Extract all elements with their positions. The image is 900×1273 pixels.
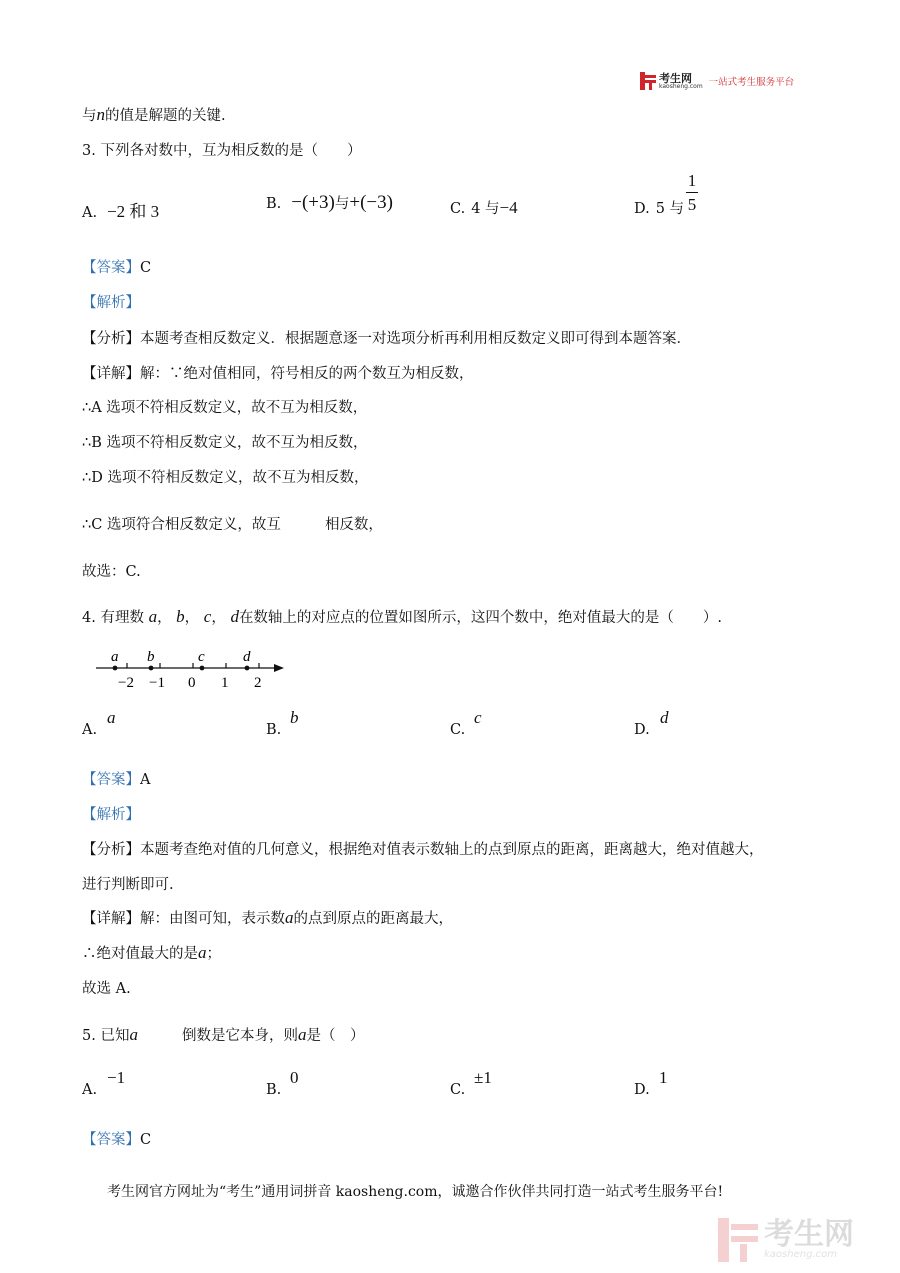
number-line-arrow-icon	[274, 664, 284, 672]
tick-label-minus-2: −2	[118, 675, 134, 691]
label-b: b	[147, 649, 155, 665]
q5-option-a-value: −1	[107, 1068, 126, 1087]
q5-option-b-value: 0	[290, 1068, 299, 1087]
label-c: c	[198, 649, 205, 665]
q4-final: 故选 A.	[82, 981, 131, 997]
q4-fenxi-cont: 进行判断即可.	[82, 877, 174, 893]
q4-option-c-value: c	[474, 708, 482, 727]
logo-domain: kaosheng.com	[659, 82, 703, 90]
q3-analysis-tag: 【解析】	[82, 295, 140, 311]
q4-xiangjie: 【详解】解：由图可知，表示数a的点到原点的距离最大，	[82, 908, 453, 927]
var-d: d	[230, 607, 239, 626]
q4-line-max: ∴绝对值最大的是a；	[82, 943, 221, 962]
q4-answer: 【答案】A	[82, 772, 151, 788]
tick-label-0: 0	[188, 675, 196, 691]
logo-name: 考生网	[659, 71, 692, 85]
q3-option-b: B. −(+3)与+(−3)	[266, 192, 393, 213]
point-d	[245, 666, 250, 671]
var-n: n	[96, 105, 105, 124]
q5-option-d-value: 1	[659, 1068, 668, 1087]
q3-line-a: ∴A 选项不符相反数定义，故不互为相反数，	[82, 400, 368, 416]
kaosheng-logo-icon	[640, 72, 656, 90]
header-logo	[640, 70, 794, 92]
watermark-logo-icon	[718, 1218, 758, 1262]
q4-option-c: C.	[450, 722, 466, 738]
q4-option-d-value: d	[660, 708, 669, 727]
q3-option-c: C. 4 与−4	[450, 198, 518, 217]
q3-option-d: D. 5 与	[634, 201, 685, 217]
q4-analysis-tag: 【解析】	[82, 807, 140, 823]
q3-option-a: A. −2 和 3	[82, 202, 160, 221]
q5-option-c: C.	[450, 1082, 466, 1098]
q3-final: 故选：C.	[82, 564, 141, 580]
watermark-name: 考生网	[764, 1217, 854, 1252]
var-a: a	[148, 607, 158, 626]
q3-line-c: ∴C 选项符合相反数定义，故互 相反数，	[82, 517, 383, 533]
prev-tail-line: 与n的值是解题的关键.	[82, 105, 226, 124]
q5-option-a: A.	[82, 1082, 98, 1098]
watermark	[718, 1218, 854, 1262]
footer-text: 考生网官方网址为“考生”通用词拼音 kaosheng.com，诚邀合作伙伴共同打造一站式考生服务平台!	[107, 1184, 724, 1200]
number-line	[90, 642, 290, 692]
q5-option-d: D.	[634, 1082, 650, 1098]
q3-option-d-fraction: 1 5	[687, 171, 697, 214]
watermark-domain: kaosheng.com	[764, 1249, 837, 1260]
logo-slogan: 一站式考生服务平台	[708, 77, 795, 88]
q4-option-b: B.	[266, 722, 282, 738]
q3-line-d: ∴D 选项不符相反数定义，故不互为相反数，	[82, 470, 369, 486]
q3-fenxi: 【分析】本题考查相反数定义．根据题意逐一对选项分析再利用相反数定义即可得到本题答案．	[82, 331, 691, 347]
var-b: b	[176, 607, 185, 626]
q3-stem: 3. 下列各对数中，互为相反数的是（ ）	[82, 143, 362, 159]
label-d: d	[243, 649, 251, 665]
q4-option-b-value: b	[290, 708, 299, 727]
q5-option-c-value: ±1	[474, 1068, 492, 1087]
q5-answer: 【答案】C	[82, 1132, 152, 1148]
point-b	[149, 666, 154, 671]
q4-stem: 4. 有理数 a， b， c， d在数轴上的对应点的位置如图所示，这四个数中，绝对值最大的是（ ）.	[82, 607, 723, 626]
tick-label-2: 2	[254, 675, 262, 691]
tick-label-minus-1: −1	[149, 675, 165, 691]
var-c: c	[203, 607, 212, 626]
label-a: a	[111, 649, 119, 665]
q4-option-a-value: a	[107, 708, 116, 727]
tick-label-1: 1	[221, 675, 229, 691]
point-a	[113, 666, 118, 671]
q5-option-b: B.	[266, 1082, 282, 1098]
q5-stem: 5. 已知a 倒数是它本身，则a是（ ）	[82, 1025, 365, 1044]
q3-answer: 【答案】C	[82, 260, 152, 276]
q4-fenxi: 【分析】本题考查绝对值的几何意义，根据绝对值表示数轴上的点到原点的距离，距离越大，绝对值越大，	[82, 842, 764, 858]
q3-line-b: ∴B 选项不符相反数定义，故不互为相反数，	[82, 435, 368, 451]
q4-option-a: A.	[82, 722, 98, 738]
q3-xiangjie: 【详解】解：∵绝对值相同，符号相反的两个数互为相反数，	[82, 366, 474, 382]
q4-option-d: D.	[634, 722, 650, 738]
point-c	[200, 666, 205, 671]
